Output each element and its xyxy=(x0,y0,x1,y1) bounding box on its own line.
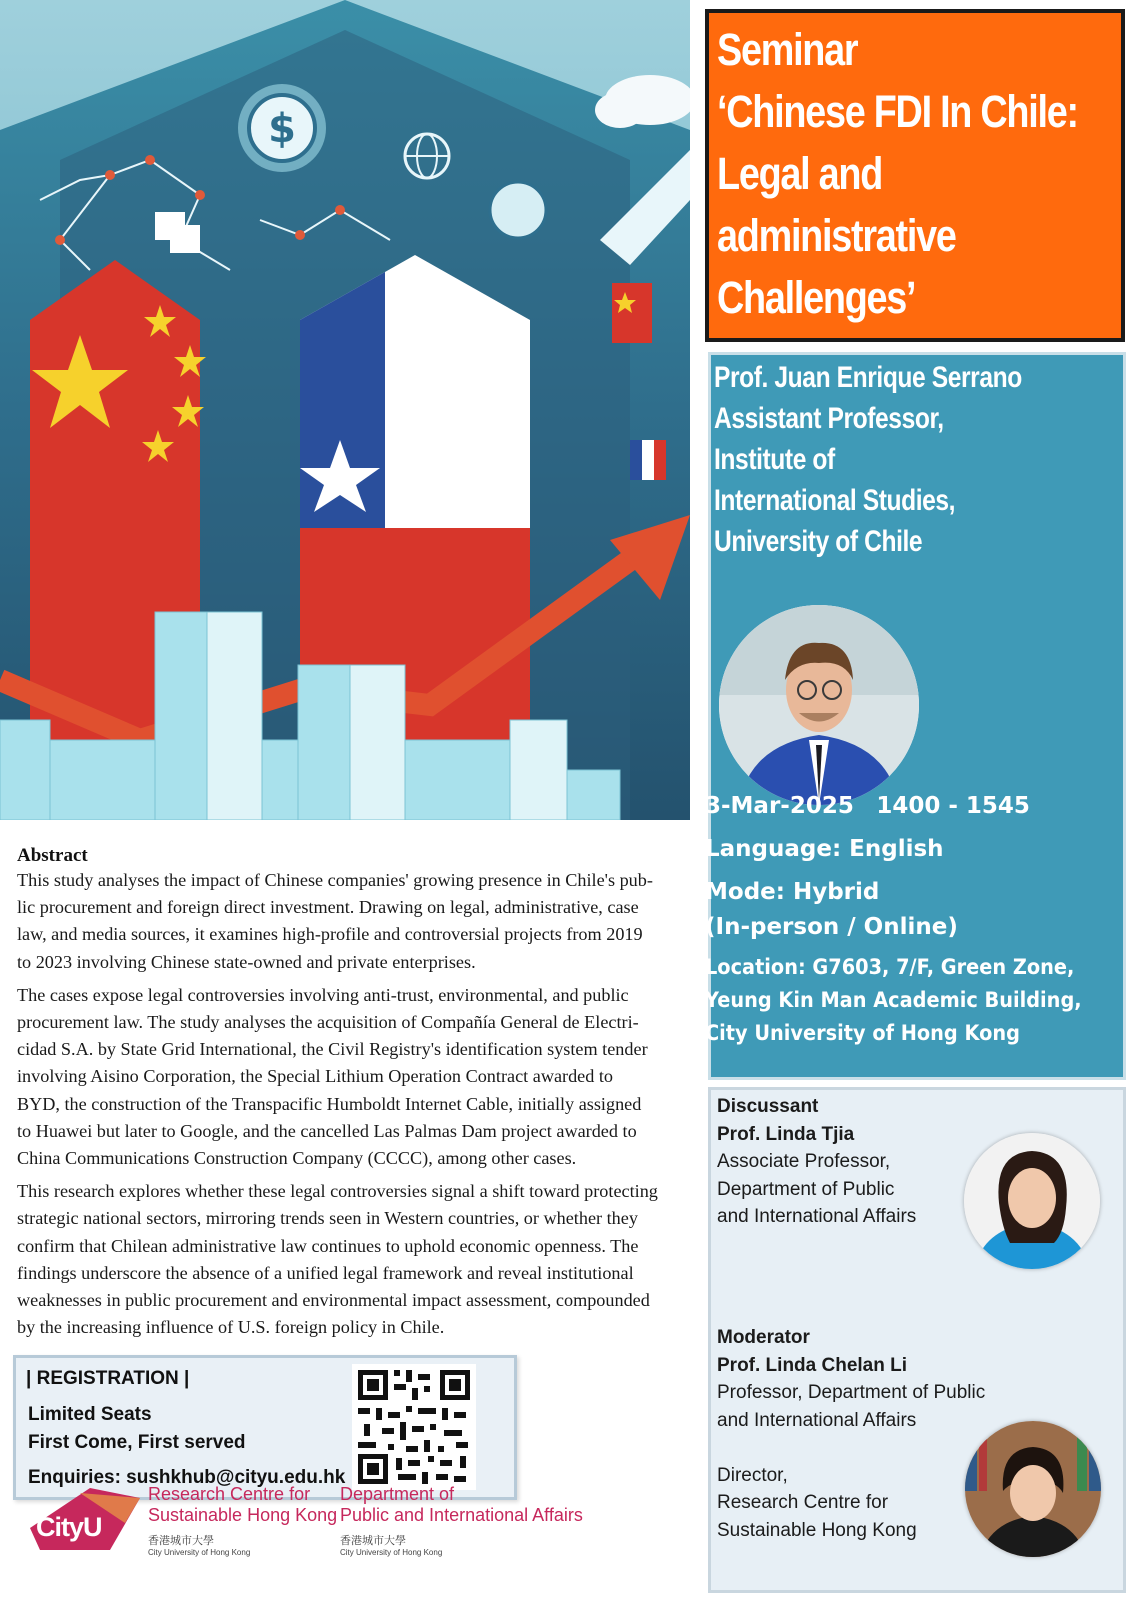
abstract-line: confirm that Chilean administrative law continues to uphold economic openness. The xyxy=(17,1235,639,1256)
registration-heading: | REGISTRATION | xyxy=(26,1368,190,1389)
moderator-role: Research Centre for xyxy=(717,1492,889,1513)
cityu-logo[interactable] xyxy=(30,1488,140,1550)
discussant-block xyxy=(717,1093,916,1231)
cityu-logo-text: CityU xyxy=(36,1512,102,1542)
registration-box xyxy=(13,1355,517,1500)
speaker-affiliation: Institute of xyxy=(714,443,835,476)
abstract-line: by the increasing influence of U.S. foreign policy in Chile. xyxy=(17,1317,445,1338)
event-location xyxy=(705,951,1114,1050)
abstract-line: This research explores whether these legal controversies signal a shift toward protecting xyxy=(17,1181,658,1202)
abstract-line: China Communications Construction Company (CCCC), among other cases. xyxy=(17,1148,577,1169)
abstract-line: involving Aisino Corporation, the Special Lithium Operation Contract awarded to xyxy=(17,1066,614,1087)
moderator-role: and International Affairs xyxy=(717,1409,917,1431)
abstract-line: to Huawei but later to Google, and the cancelled Las Palmas Dam project awarded to xyxy=(17,1120,637,1141)
moderator-role: Professor, Department of Public xyxy=(717,1382,986,1403)
title-line: Seminar xyxy=(717,24,858,75)
moderator-name: Prof. Linda Chelan Li xyxy=(717,1354,908,1376)
registration-first-come: First Come, First served xyxy=(28,1432,246,1453)
seminar-title-box xyxy=(705,9,1125,342)
moderator-block xyxy=(717,1324,985,1544)
discussant-role: and International Affairs xyxy=(717,1206,917,1227)
discussant-name: Prof. Linda Tjia xyxy=(717,1123,855,1145)
abstract-paragraph-2 xyxy=(17,982,707,1172)
abstract-paragraph-3 xyxy=(17,1178,707,1341)
speaker-panel xyxy=(705,352,1126,1080)
dpia-logo[interactable] xyxy=(340,1484,583,1557)
moderator-role: Sustainable Hong Kong xyxy=(717,1519,917,1541)
discussant-heading: Discussant xyxy=(717,1096,819,1117)
event-language: Language: English xyxy=(705,836,944,862)
dpia-name: Department of xyxy=(340,1484,455,1504)
discussant-role: Associate Professor, xyxy=(717,1151,891,1172)
speaker-name: Prof. Juan Enrique Serrano xyxy=(714,361,1022,394)
abstract-line: procurement law. The study analyses the acquisition of Compañía General de Electri- xyxy=(17,1012,639,1033)
event-time: 1400 - 1545 xyxy=(876,793,1030,819)
discussant-moderator-panel xyxy=(708,1087,1126,1593)
abstract-heading: Abstract xyxy=(17,845,88,866)
dpia-name: Public and International Affairs xyxy=(340,1505,583,1525)
discussant-role: Department of Public xyxy=(717,1178,895,1200)
title-line: ‘Chinese FDI In Chile: xyxy=(717,86,1078,137)
svg-text:$: $ xyxy=(268,106,296,152)
abstract-line: weaknesses in public procurement and environmental impact assessment, compounded xyxy=(17,1290,650,1311)
abstract-line: strategic national sectors, mirroring trends seen in Western countries, or whether they xyxy=(17,1208,638,1229)
speaker-affiliation: International Studies, xyxy=(714,484,956,517)
registration-qr-code[interactable] xyxy=(352,1364,476,1490)
abstract-line: cidad S.A. by State Grid International, the Civil Registry's identification system tender xyxy=(17,1039,648,1060)
title-line: administrative xyxy=(717,210,956,261)
moderator-heading: Moderator xyxy=(717,1327,810,1348)
abstract-section xyxy=(17,845,707,1341)
location-line: Yeung Kin Man Academic Building, xyxy=(705,988,1082,1012)
discussant-photo xyxy=(964,1133,1100,1269)
moderator-photo xyxy=(965,1421,1101,1557)
event-mode-detail: (In-person / Online) xyxy=(705,914,958,940)
registration-limited-seats: Limited Seats xyxy=(28,1404,152,1425)
china-chile-investment-illustration xyxy=(0,0,690,820)
rcshk-name: Research Centre for xyxy=(148,1484,311,1504)
event-date: 3-Mar-2025 xyxy=(705,793,854,819)
title-line: Legal and xyxy=(717,148,883,199)
speaker-title: Assistant Professor, xyxy=(714,402,944,435)
abstract-line: The cases expose legal controversies involving anti-trust, environmental, and public xyxy=(17,984,629,1005)
abstract-paragraph-1 xyxy=(17,867,707,976)
abstract-line: BYD, the construction of the Transpacific Humboldt Internet Cable, initially assigned xyxy=(17,1093,642,1114)
location-line: Location: G7603, 7/F, Green Zone, xyxy=(705,955,1075,979)
location-line: City University of Hong Kong xyxy=(705,1021,1020,1045)
rcshk-logo[interactable] xyxy=(148,1484,337,1557)
moderator-role-spacer xyxy=(717,1434,985,1462)
dpia-chinese-name: 香港城市大學 xyxy=(340,1535,406,1547)
abstract-line: findings underscore the absence of a unified legal framework and reveal institutional xyxy=(17,1262,634,1283)
rcshk-university-name: City University of Hong Kong xyxy=(148,1548,251,1557)
rcshk-name: Sustainable Hong Kong xyxy=(148,1505,338,1525)
abstract-line: This study analyses the impact of Chinese companies' growing presence in Chile's pub- xyxy=(17,870,653,890)
rcshk-chinese-name: 香港城市大學 xyxy=(148,1535,214,1547)
abstract-line: lic procurement and foreign direct investment. Drawing on legal, administrative, case xyxy=(17,897,639,918)
registration-enquiries[interactable]: Enquiries: sushkhub@cityu.edu.hk xyxy=(28,1467,346,1488)
title-line: Challenges’ xyxy=(717,272,916,323)
moderator-role: Director, xyxy=(717,1464,788,1486)
speaker-photo xyxy=(719,605,919,805)
abstract-line: to 2023 involving Chinese state-owned and private enterprises. xyxy=(17,951,476,972)
speaker-affiliation: University of Chile xyxy=(714,525,923,558)
speaker-info xyxy=(714,357,1089,562)
dpia-university-name: City University of Hong Kong xyxy=(340,1548,443,1557)
event-mode: Mode: Hybrid xyxy=(705,879,880,905)
hero-illustration xyxy=(0,0,690,820)
abstract-line: law, and media sources, it examines high-profile and controversial projects from 2019 xyxy=(17,924,643,945)
